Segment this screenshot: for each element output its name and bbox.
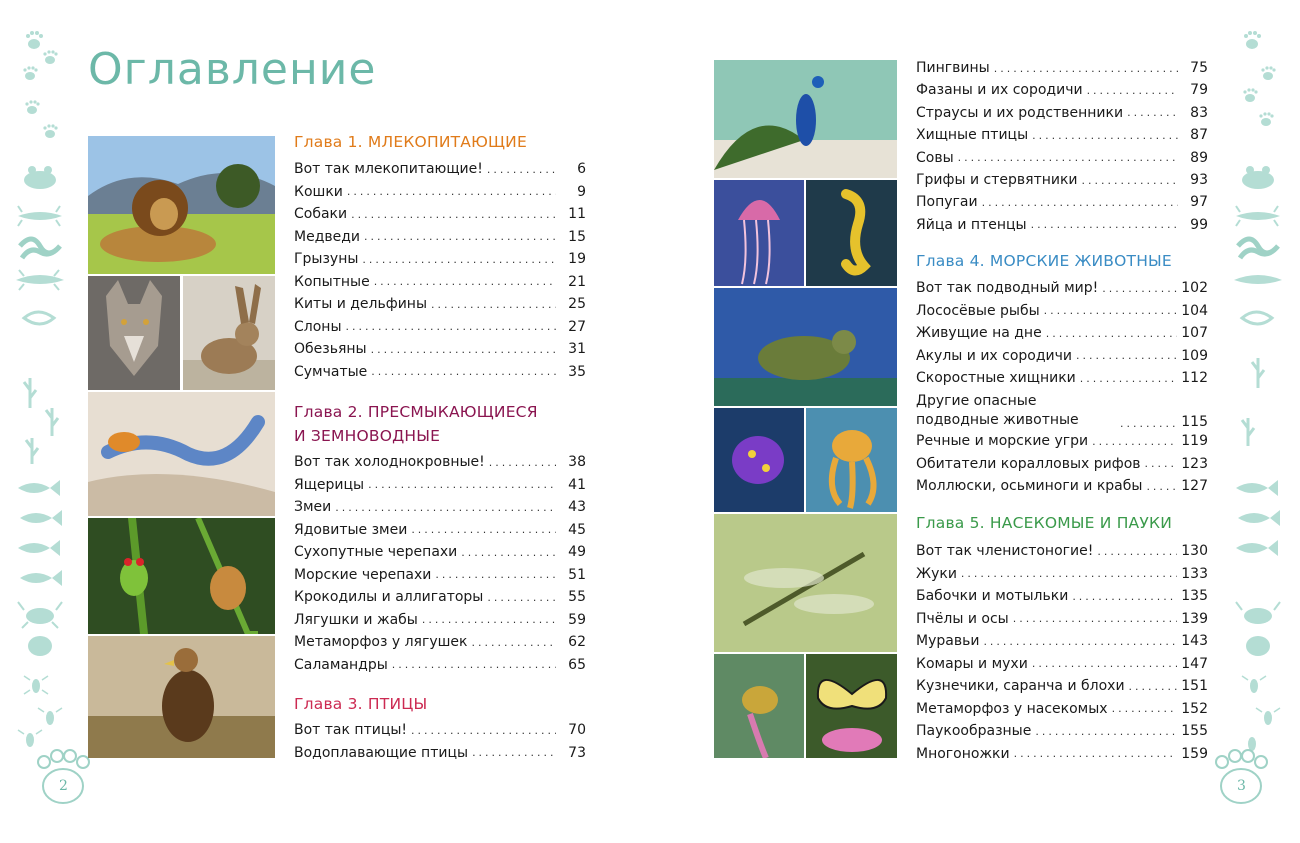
toc-entry [294, 316, 586, 338]
toc-entry-page: 65 [568, 656, 586, 673]
dot-leader [1035, 725, 1177, 738]
toc-entry [916, 698, 1208, 720]
toc-entry-label: Саламандры [294, 656, 388, 673]
toc-entry [916, 169, 1208, 191]
toc-entry-label: Вот так птицы! [294, 722, 408, 738]
toc-entry [916, 743, 1208, 765]
toc-entry-label: Кошки [294, 183, 343, 200]
toc-entry-label: Вот так членистоногие! [916, 543, 1094, 559]
toc-entry-page: 6 [577, 161, 586, 177]
dot-leader [422, 613, 556, 626]
octopus-photo [806, 408, 897, 512]
dot-leader [1046, 327, 1178, 340]
toc-entry-label: Живущие на дне [916, 325, 1042, 341]
toc-entry-page: 51 [568, 566, 586, 583]
toc-entry [294, 519, 586, 541]
dot-leader [983, 635, 1177, 648]
toc-entry-page: 27 [568, 318, 586, 335]
toc-entry [916, 430, 1208, 452]
chapter-4-heading: Глава 4. МОРСКИЕ ЖИВОТНЫЕ [916, 252, 1172, 270]
toc-entry-label: Сухопутные черепахи [294, 544, 458, 560]
dot-leader [982, 196, 1178, 209]
toc-entry-label: Метаморфоз у насекомых [916, 700, 1108, 717]
toc-entry-page: 21 [568, 273, 586, 290]
toc-entry-label: Другие опасные подводные животные [916, 392, 1079, 428]
dot-leader [364, 230, 556, 243]
toc-entry-page: 135 [1181, 588, 1208, 604]
eagle-photo [88, 636, 275, 758]
toc-entry-page: 35 [568, 363, 586, 380]
toc-entry-label: Яйца и птенцы [916, 216, 1027, 233]
toc-entry-page: 147 [1181, 655, 1208, 672]
toc-entry-page: 115 [1181, 413, 1208, 430]
toc-entry-page: 139 [1181, 610, 1208, 627]
toc-entry [916, 57, 1208, 79]
dot-leader [368, 478, 556, 491]
toc-entry [294, 158, 586, 180]
toc-entry [294, 541, 586, 563]
frogs-photo [88, 518, 275, 634]
toc-entry [294, 181, 586, 203]
toc-entry-label: Хищные птицы [916, 127, 1029, 144]
toc-entry-page: 38 [568, 454, 586, 470]
toc-entry-label: Лососёвые рыбы [916, 302, 1040, 319]
toc-entry-label: Киты и дельфины [294, 296, 428, 312]
toc-entry [916, 675, 1208, 697]
lizard-icon [1236, 206, 1280, 226]
dot-leader [351, 208, 556, 221]
toc-entry [916, 630, 1208, 652]
toc-entry [916, 124, 1208, 146]
page-number-left: 2 [59, 778, 68, 794]
paw-print-icon [26, 31, 43, 49]
dot-leader [371, 343, 556, 356]
grass-icon [1252, 358, 1264, 388]
toc-entry-label: Фазаны и их сородичи [916, 82, 1083, 99]
animal-silhouettes-icon [10, 18, 70, 828]
toc-entry-page: 93 [1190, 172, 1208, 188]
toc-entry-page: 127 [1181, 478, 1208, 494]
toc-entry-page: 49 [568, 544, 586, 560]
dot-leader [1076, 349, 1177, 362]
toc-entry-label: Водоплавающие птицы [294, 744, 469, 761]
toc-entry-page: 119 [1181, 433, 1208, 449]
jellyfish-photo [714, 180, 804, 286]
toc-entry-label: Морские черепахи [294, 566, 432, 583]
dot-leader [362, 253, 556, 266]
dot-leader [1080, 372, 1178, 385]
dot-leader [411, 724, 556, 737]
toc-entry [294, 451, 586, 473]
dragonfly-photo [714, 514, 897, 652]
toc-entry [294, 742, 586, 764]
toc-entry [294, 474, 586, 496]
dot-leader [347, 185, 556, 198]
chapter-5-heading: Глава 5. НАСЕКОМЫЕ И ПАУКИ [916, 514, 1173, 532]
dot-leader [335, 501, 556, 514]
toc-entry-page: 133 [1181, 565, 1208, 582]
toc-entry-label: Грызуны [294, 251, 359, 267]
beetle-photo [714, 654, 804, 758]
toc-entry [916, 653, 1208, 675]
dot-leader [431, 298, 556, 311]
toc-entry-label: Ядовитые змеи [294, 521, 408, 538]
toc-entry [916, 147, 1208, 169]
crab-icon [1236, 602, 1280, 624]
toc-entry [916, 300, 1208, 322]
toc-entry-label: Ящерицы [294, 476, 365, 493]
dot-leader [1145, 457, 1178, 470]
frog-icon [1242, 166, 1274, 189]
toc-entry-label: Лягушки и жабы [294, 611, 418, 628]
toc-entry [294, 654, 586, 676]
wolf-photo [88, 276, 180, 390]
dot-leader [1129, 680, 1178, 693]
chapter-2-heading: Глава 2. ПРЕСМЫКАЮЩИЕСЯ [294, 403, 538, 421]
dot-leader [1146, 480, 1177, 493]
toc-entry-page: 62 [568, 634, 586, 650]
toc-entry-page: 25 [568, 296, 586, 312]
toc-entry-page: 83 [1190, 104, 1208, 121]
toc-entry [294, 609, 586, 631]
toc-entry-label: Попугаи [916, 194, 978, 211]
insect-icon [24, 676, 48, 694]
toc-entry-label: Страусы и их родственники [916, 104, 1124, 121]
chapter-1-heading: Глава 1. МЛЕКОПИТАЮЩИЕ [294, 133, 527, 151]
dot-leader [371, 365, 556, 378]
toc-entry-page: 152 [1181, 700, 1208, 717]
dot-leader [1013, 612, 1178, 625]
dot-leader [472, 636, 557, 649]
toc-entry [294, 361, 586, 383]
peacock-photo [714, 60, 897, 178]
lion-photo [88, 136, 275, 274]
animal-silhouettes-icon [1228, 18, 1288, 828]
toc-entry-label: Грифы и стервятники [916, 172, 1078, 188]
dot-leader [1031, 218, 1178, 231]
dot-leader [472, 746, 556, 759]
page-number-right: 3 [1237, 778, 1246, 794]
toc-entry [916, 720, 1208, 742]
toc-entry-label: Собаки [294, 206, 348, 222]
toc-entry [294, 496, 586, 518]
toc-entry-page: 155 [1181, 723, 1208, 739]
toc-entry-page: 159 [1181, 745, 1208, 762]
dot-leader [346, 320, 557, 333]
toc-entry [294, 338, 586, 360]
toc-entry [294, 226, 586, 248]
toc-entry-page: 143 [1181, 633, 1208, 649]
toc-entry-page: 75 [1190, 60, 1208, 76]
toc-entry [916, 475, 1208, 497]
dot-leader [487, 591, 556, 604]
toc-entry-label: Многоножки [916, 745, 1010, 762]
dot-leader [392, 658, 556, 671]
toc-entry [916, 390, 1208, 430]
toc-entry [916, 585, 1208, 607]
paw-print-icon [1244, 31, 1261, 49]
toc-entry [294, 203, 586, 225]
toc-entry-label: Метаморфоз у лягушек [294, 634, 468, 650]
dot-leader [411, 523, 556, 536]
toc-entry-page: 87 [1190, 127, 1208, 144]
toc-entry-label: Вот так холоднокровные! [294, 454, 485, 470]
page-title: Оглавление [88, 44, 377, 95]
dot-leader [958, 151, 1178, 164]
toc-entry-page: 89 [1190, 149, 1208, 166]
dot-leader [1072, 590, 1177, 603]
pufferfish-photo [714, 408, 804, 512]
toc-entry [294, 719, 586, 741]
toc-entry-label: Вот так млекопитающие! [294, 161, 483, 177]
toc-entry [916, 608, 1208, 630]
fish-icon [1236, 480, 1278, 496]
toc-entry-page: 31 [568, 341, 586, 357]
toc-entry [916, 322, 1208, 344]
toc-entry-page: 73 [568, 744, 586, 761]
butterfly-photo [806, 654, 897, 758]
toc-entry [294, 271, 586, 293]
dot-leader [1112, 702, 1178, 715]
dot-leader [487, 163, 556, 176]
toc-entry-label: Вот так подводный мир! [916, 280, 1099, 296]
toc-entry-page: 11 [568, 206, 586, 222]
toc-entry-label: Акулы и их сородичи [916, 347, 1073, 364]
toc-entry-page: 112 [1181, 370, 1208, 386]
dot-leader [1097, 545, 1177, 558]
toc-entry [294, 293, 586, 315]
toc-entry-page: 59 [568, 611, 586, 628]
toc-entry-label: Бабочки и мотыльки [916, 588, 1069, 604]
toc-entry-label: Медведи [294, 228, 361, 245]
dot-leader [1092, 435, 1177, 448]
dot-leader [994, 62, 1178, 75]
toc-entry-label: Скоростные хищники [916, 370, 1076, 386]
left-decorative-border [10, 18, 70, 828]
dot-leader [1127, 106, 1178, 119]
toc-entry-label: Моллюски, осьминоги и крабы [916, 478, 1143, 494]
toc-entry-label: Змеи [294, 499, 332, 515]
toc-entry-page: 9 [577, 183, 586, 200]
toc-entry-page: 130 [1181, 543, 1208, 559]
toc-entry-page: 41 [568, 476, 586, 493]
toc-entry-page: 99 [1190, 216, 1208, 233]
hare-photo [183, 276, 275, 390]
crab-icon [18, 602, 62, 628]
dot-leader [435, 568, 556, 581]
toc-entry [294, 631, 586, 653]
toc-entry [916, 214, 1208, 236]
toc-entry [916, 563, 1208, 585]
toc-entry-label: Комары и мухи [916, 655, 1028, 672]
toc-entry [294, 248, 586, 270]
lizard-photo [88, 392, 275, 516]
toc-entry [916, 345, 1208, 367]
lizard-icon [18, 206, 62, 226]
toc-entry-label: Пчёлы и осы [916, 610, 1009, 627]
toc-entry-label: Речные и морские угри [916, 433, 1089, 449]
toc-entry-label: Совы [916, 149, 954, 166]
dot-leader [1014, 747, 1178, 760]
toc-entry-label: Обитатели коралловых рифов [916, 455, 1141, 472]
toc-entry-page: 102 [1181, 280, 1208, 296]
toc-entry [916, 191, 1208, 213]
toc-entry-label: Копытные [294, 273, 370, 290]
toc-entry-label: Сумчатые [294, 363, 368, 380]
toc-entry-label: Крокодилы и аллигаторы [294, 589, 484, 605]
frog-icon [24, 166, 56, 189]
right-decorative-border [1228, 18, 1288, 828]
toc-entry-page: 123 [1181, 455, 1208, 472]
toc-entry [916, 540, 1208, 562]
toc-entry [916, 367, 1208, 389]
toc-entry-label: Паукообразные [916, 723, 1032, 739]
dot-leader [489, 456, 556, 469]
toc-entry-page: 107 [1181, 325, 1208, 341]
toc-entry [916, 277, 1208, 299]
seahorse-photo [806, 180, 897, 286]
chapter-2-heading-cont: И ЗЕМНОВОДНЫЕ [294, 427, 441, 445]
toc-entry-page: 43 [568, 499, 586, 515]
toc-entry-page: 70 [568, 722, 586, 738]
chapter-3-heading: Глава 3. ПТИЦЫ [294, 695, 428, 713]
toc-entry [916, 102, 1208, 124]
toc-entry-page: 104 [1181, 302, 1208, 319]
toc-entry-page: 55 [568, 589, 586, 605]
snake-icon [20, 239, 60, 258]
grass-icon [24, 378, 36, 408]
dot-leader [1082, 174, 1178, 187]
dot-leader [1087, 84, 1178, 97]
dot-leader [961, 567, 1177, 580]
toc-entry-label: Жуки [916, 565, 957, 582]
dot-leader [1032, 129, 1178, 142]
toc-entry-label: Пингвины [916, 60, 990, 76]
dot-leader [374, 275, 556, 288]
dot-leader [1044, 304, 1178, 317]
toc-entry-page: 79 [1190, 82, 1208, 99]
toc-entry-page: 151 [1181, 678, 1208, 694]
toc-entry-page: 109 [1181, 347, 1208, 364]
dot-leader [461, 546, 556, 559]
fish-icon [18, 480, 60, 496]
dot-leader [1120, 417, 1177, 430]
dot-leader [1102, 282, 1177, 295]
snake-icon [1238, 239, 1278, 258]
toc-entry [916, 453, 1208, 475]
toc-entry [294, 564, 586, 586]
toc-entry-page: 19 [568, 251, 586, 267]
toc-entry-label: Обезьяны [294, 341, 367, 357]
dot-leader [1032, 657, 1177, 670]
toc-entry-label: Муравьи [916, 633, 980, 649]
insect-icon [1242, 676, 1266, 693]
toc-entry-label: Кузнечики, саранча и блохи [916, 678, 1125, 694]
toc-entry-page: 15 [568, 228, 586, 245]
toc-entry-label: Слоны [294, 318, 342, 335]
toc-entry [916, 79, 1208, 101]
toc-entry-page: 97 [1190, 194, 1208, 211]
toc-entry [294, 586, 586, 608]
turtle-photo [714, 288, 897, 406]
toc-entry-page: 45 [568, 521, 586, 538]
